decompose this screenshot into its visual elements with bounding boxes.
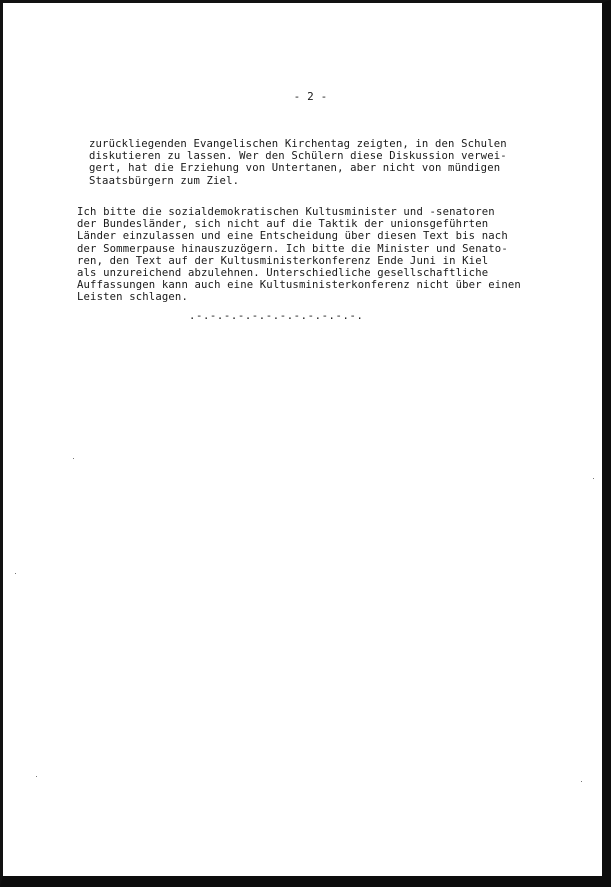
text-line: Ich bitte die sozialdemokratischen Kultusminister und -senatoren xyxy=(77,206,495,218)
text-line: Länder einzulassen und eine Entscheidung über diesen Text bis nach xyxy=(77,230,508,243)
text-line: als unzureichend abzulehnen. Unterschiedliche gesellschaftliche xyxy=(77,267,489,280)
text-line: gert, hat die Erziehung von Untertanen, aber nicht von mündigen xyxy=(89,162,501,175)
text-line: Leisten schlagen. xyxy=(77,291,188,304)
scan-speck xyxy=(593,478,594,479)
text-line: zurückliegenden Evangelischen Kirchentag zeigten, in den Schulen xyxy=(89,138,507,150)
text-line: diskutieren zu lassen. Wer den Schülern diese Diskussion verwei- xyxy=(89,150,507,163)
document-sheet xyxy=(3,3,602,876)
text-line: der Bundesländer, sich nicht auf die Taktik der unionsgeführten xyxy=(77,218,489,231)
text-line: Auffassungen kann auch eine Kultusministerkonferenz nicht über einen xyxy=(77,279,521,292)
scan-speck xyxy=(36,776,37,777)
paragraph-continuation xyxy=(89,138,507,187)
end-of-text-mark: .-.-.-.-.-.-.-.-.-.-.-.-. xyxy=(189,310,364,322)
scan-speck xyxy=(581,781,582,782)
scan-speck xyxy=(15,573,16,574)
text-line: ren, den Text auf der Kultusministerkonferenz Ende Juni in Kiel xyxy=(77,254,489,267)
text-line: der Sommerpause hinauszuzögern. Ich bitte die Minister und Senato- xyxy=(77,242,508,255)
scan-speck xyxy=(73,458,74,459)
text-line: Staatsbürgern zum Ziel. xyxy=(89,174,240,187)
page-number: - 2 - xyxy=(293,90,328,103)
paragraph-appeal xyxy=(77,206,521,304)
